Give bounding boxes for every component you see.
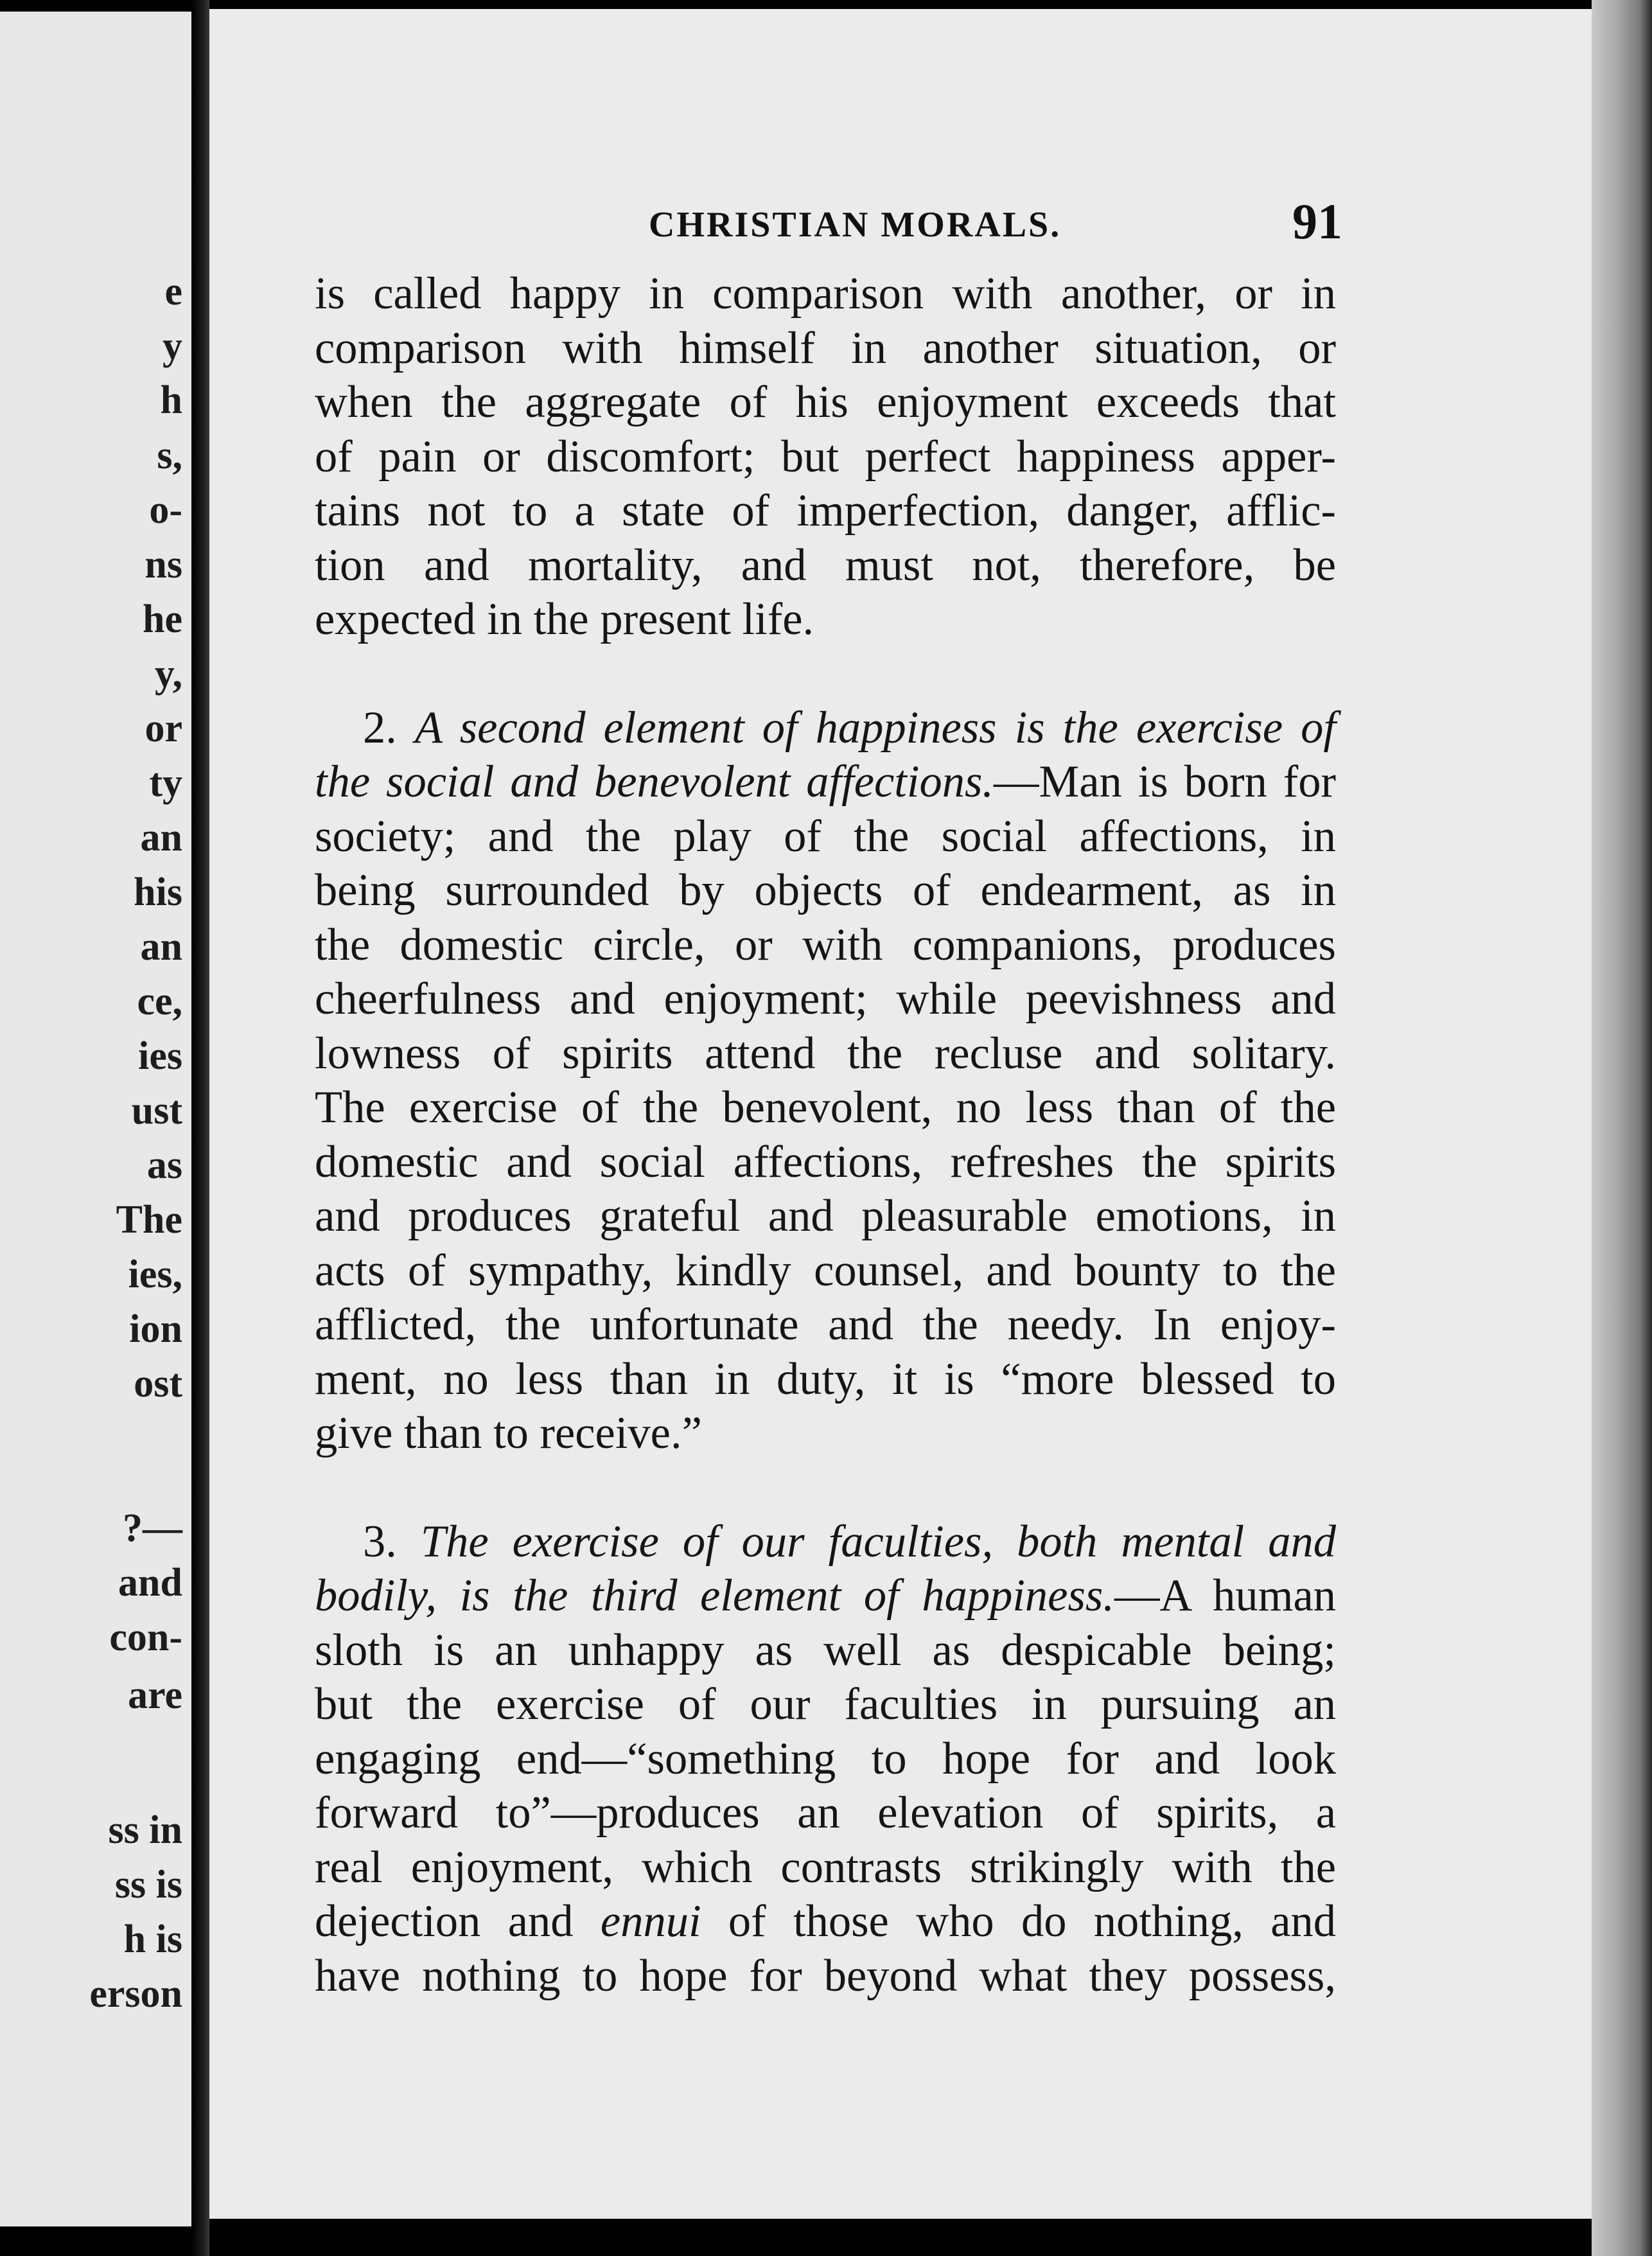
left-page-fragment: ust	[131, 1089, 182, 1132]
text-line	[315, 755, 1336, 809]
section-heading: the social and benevolent affections.	[315, 757, 994, 807]
text-line: but the exercise of our faculties in pursuing an	[315, 1679, 1336, 1729]
text-line: sloth is an unhappy as well as despicable being;	[315, 1625, 1336, 1675]
page-number: 91	[1292, 193, 1342, 249]
left-page-fragment: an	[140, 925, 182, 969]
paragraph-3	[315, 1515, 1336, 2004]
text-line: when the aggregate of his enjoyment exceeds that	[315, 377, 1336, 427]
left-page-fragment: erson	[89, 1972, 182, 2016]
text-line: and produces grateful and pleasurable emotions, in	[315, 1191, 1336, 1241]
left-page-fragment: The	[116, 1198, 182, 1242]
text-line: comparison with himself in another situation, or	[315, 322, 1336, 373]
section-heading-line	[315, 701, 1336, 755]
text-line: forward to”—produces an elevation of spirits, a	[315, 1788, 1336, 1838]
text-line: afflicted, the unfortunate and the needy. In enjoy-	[315, 1300, 1336, 1350]
left-page-fragment: as	[146, 1143, 182, 1187]
left-page-fragment: ce,	[137, 980, 182, 1023]
text-line: is called happy in comparison with another, or in	[315, 269, 1336, 319]
left-page-fragment: and	[118, 1561, 182, 1605]
paragraph-2	[315, 701, 1336, 1461]
text-line: domestic and social affections, refreshes the spirits	[315, 1136, 1336, 1187]
text-fragment: dejection and	[315, 1896, 601, 1946]
text-line	[315, 1894, 1336, 1949]
left-page-fragment: ns	[145, 543, 182, 586]
left-page-fragment: he	[143, 597, 182, 641]
left-page-fragment: his	[134, 870, 182, 914]
text-line: society; and the play of the social affections, in	[315, 811, 1336, 861]
section-heading: A second element of happiness is the exercise of	[414, 702, 1336, 753]
binding-gutter	[191, 0, 209, 2256]
text-fragment: —A human	[1114, 1571, 1336, 1621]
section-heading: The exercise of our faculties, both mental and	[420, 1516, 1337, 1567]
left-page-fragment: or	[145, 707, 182, 750]
text-line: give than to receive.”	[315, 1408, 702, 1458]
left-page-fragment: e	[164, 270, 182, 313]
paragraph-1	[315, 267, 1336, 647]
left-page-fragment: o-	[149, 488, 182, 532]
text-line	[315, 1569, 1336, 1623]
text-line: tains not to a state of imperfection, danger, afflic-	[315, 486, 1336, 536]
text-line: real enjoyment, which contrasts strikingly with the	[315, 1842, 1336, 1892]
text-line: of pain or discomfort; but perfect happiness apper-	[315, 431, 1336, 482]
text-line: cheerfulness and enjoyment; while peevishness and	[315, 974, 1336, 1024]
left-page-fragment: ost	[134, 1362, 182, 1406]
page-edge	[1592, 0, 1652, 2256]
text-fragment: —Man is born for	[994, 757, 1336, 807]
body-text	[315, 267, 1336, 2003]
left-page-fragment: ty	[149, 761, 182, 805]
section-heading: bodily, is the third element of happiness.	[315, 1571, 1114, 1621]
left-page-fragment: h is	[123, 1917, 182, 1961]
section-heading-line	[315, 1515, 1336, 1569]
text-fragment: of those who do nothing, and	[701, 1896, 1336, 1946]
text-line: the domestic circle, or with companions, produces	[315, 919, 1336, 970]
left-page-fragment: are	[128, 1673, 182, 1717]
text-line: lowness of spirits attend the recluse and solitary.	[315, 1028, 1336, 1079]
section-number: 3.	[363, 1516, 397, 1567]
running-head	[417, 193, 1342, 257]
left-page-fragment: ies,	[128, 1253, 182, 1296]
left-facing-page	[0, 12, 191, 2226]
left-page-fragment: ss is	[114, 1863, 182, 1907]
running-title: CHRISTIAN MORALS.	[649, 205, 1062, 245]
text-line: acts of sympathy, kindly counsel, and bounty to the	[315, 1245, 1336, 1296]
text-line: expected in the present life.	[315, 594, 814, 644]
text-line: engaging end—“something to hope for and look	[315, 1733, 1336, 1784]
left-page-fragment: h	[160, 378, 182, 422]
left-page-fragment: y,	[154, 652, 182, 696]
text-line: have nothing to hope for beyond what they possess,	[315, 1950, 1336, 2001]
left-page-fragment: con-	[109, 1616, 182, 1659]
left-page-fragment: y	[163, 324, 182, 368]
left-page-fragment: ss in	[108, 1808, 182, 1852]
text-line: being surrounded by objects of endearment, as in	[315, 865, 1336, 915]
text-line: The exercise of the benevolent, no less than of the	[315, 1082, 1336, 1132]
left-page-fragment: an	[140, 816, 182, 859]
text-line: tion and mortality, and must not, therefore, be	[315, 540, 1336, 590]
left-page-fragment: ion	[129, 1307, 182, 1351]
text-fragment: ennui	[600, 1896, 701, 1946]
left-page-fragment: ?—	[123, 1506, 182, 1550]
section-number: 2.	[363, 702, 397, 753]
left-page-fragment: s,	[157, 434, 182, 477]
text-line: ment, no less than in duty, it is “more blessed to	[315, 1353, 1336, 1404]
left-page-fragment: ies	[138, 1034, 182, 1078]
